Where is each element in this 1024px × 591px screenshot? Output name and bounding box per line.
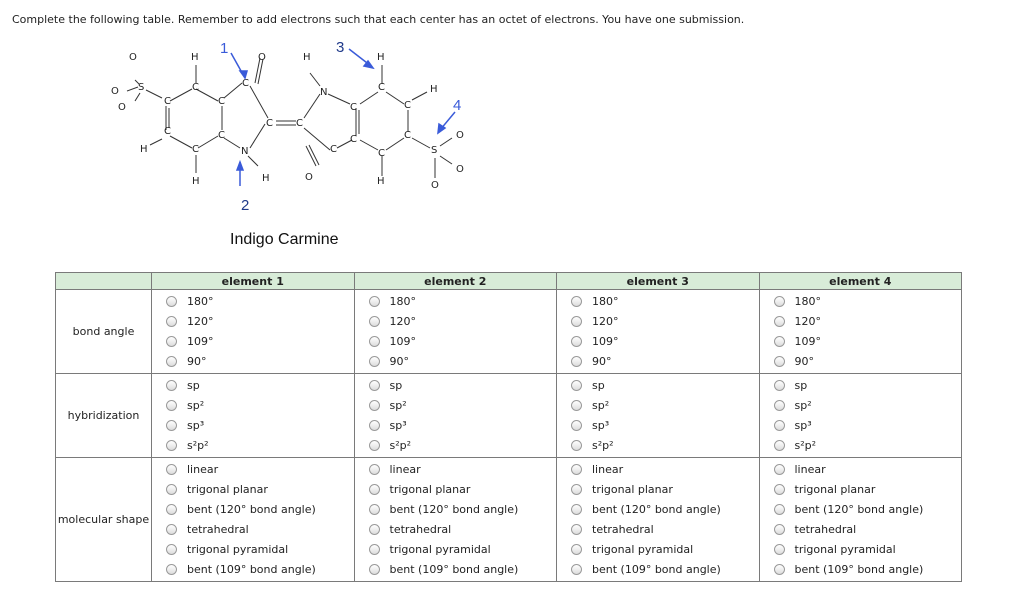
radio-option[interactable] [369, 395, 557, 415]
radio-option[interactable] [369, 499, 557, 519]
svg-text:C: C [192, 82, 199, 93]
svg-text:C: C [404, 100, 411, 111]
radio-button[interactable] [571, 336, 582, 347]
svg-text:C: C [378, 82, 385, 93]
radio-button[interactable] [774, 380, 785, 391]
radio-button[interactable] [369, 440, 380, 451]
radio-label: 90° [187, 354, 207, 368]
radio-label: bent (109° bond angle) [794, 562, 924, 576]
radio-option[interactable] [571, 291, 759, 311]
radio-label: bent (109° bond angle) [592, 562, 721, 576]
radio-label: sp [794, 378, 808, 392]
answer-table [55, 272, 962, 582]
option-cell [354, 290, 557, 374]
radio-option[interactable] [166, 311, 354, 331]
radio-label: tetrahedral [389, 522, 452, 536]
radio-button[interactable] [774, 564, 785, 575]
radio-label: sp³ [592, 418, 610, 432]
radio-button[interactable] [369, 504, 380, 515]
svg-text:S: S [431, 145, 438, 156]
svg-text:N: N [241, 146, 249, 157]
radio-button[interactable] [166, 564, 177, 575]
radio-label: sp³ [389, 418, 407, 432]
marker-4: 4 [453, 97, 462, 114]
radio-button[interactable] [166, 356, 177, 367]
radio-option[interactable] [774, 559, 962, 579]
radio-option[interactable] [369, 559, 557, 579]
radio-label: trigonal pyramidal [187, 542, 289, 556]
option-cell [354, 458, 557, 582]
radio-button[interactable] [571, 296, 582, 307]
radio-button[interactable] [571, 464, 582, 475]
radio-button[interactable] [774, 400, 785, 411]
radio-label: 180° [389, 294, 416, 308]
radio-label: s²p² [592, 438, 614, 452]
radio-option[interactable] [571, 459, 759, 479]
radio-button[interactable] [774, 356, 785, 367]
svg-text:H: H [377, 52, 385, 63]
radio-button[interactable] [166, 380, 177, 391]
svg-text:O: O [258, 52, 266, 63]
radio-label: sp² [187, 398, 205, 412]
radio-button[interactable] [166, 524, 177, 535]
radio-button[interactable] [166, 420, 177, 431]
radio-button[interactable] [369, 420, 380, 431]
radio-label: bent (120° bond angle) [794, 502, 924, 516]
svg-text:C: C [378, 148, 385, 159]
radio-label: bent (109° bond angle) [389, 562, 519, 576]
header-element-4: element 4 [759, 273, 962, 290]
radio-option[interactable] [369, 331, 557, 351]
radio-label: trigonal planar [389, 482, 471, 496]
radio-label: 180° [794, 294, 821, 308]
svg-text:O: O [129, 52, 137, 63]
svg-text:O: O [456, 164, 464, 175]
radio-option[interactable] [166, 351, 354, 371]
radio-option[interactable] [571, 415, 759, 435]
radio-label: sp [592, 378, 605, 392]
option-cell [152, 458, 355, 582]
table-row [56, 374, 962, 458]
svg-text:C: C [330, 144, 337, 155]
svg-text:H: H [140, 144, 148, 155]
radio-button[interactable] [571, 316, 582, 327]
svg-text:H: H [262, 173, 270, 184]
radio-label: trigonal planar [592, 482, 673, 496]
svg-text:C: C [350, 134, 357, 145]
radio-option[interactable] [166, 459, 354, 479]
radio-button[interactable] [166, 316, 177, 327]
radio-button[interactable] [774, 440, 785, 451]
radio-button[interactable] [774, 336, 785, 347]
radio-option[interactable] [369, 479, 557, 499]
svg-text:C: C [350, 102, 357, 113]
svg-text:C: C [218, 96, 225, 107]
svg-text:C: C [164, 126, 171, 137]
radio-label: 120° [187, 314, 214, 328]
svg-text:C: C [218, 130, 225, 141]
radio-label: s²p² [389, 438, 412, 452]
radio-button[interactable] [166, 484, 177, 495]
radio-button[interactable] [369, 296, 380, 307]
radio-button[interactable] [774, 420, 785, 431]
radio-option[interactable] [166, 479, 354, 499]
radio-label: linear [794, 462, 826, 476]
header-element-3: element 3 [557, 273, 760, 290]
radio-label: 90° [794, 354, 814, 368]
radio-label: 109° [794, 334, 821, 348]
radio-button[interactable] [369, 356, 380, 367]
radio-option[interactable] [774, 539, 962, 559]
radio-button[interactable] [571, 564, 582, 575]
table-row [56, 290, 962, 374]
radio-option[interactable] [571, 351, 759, 371]
svg-text:C: C [242, 78, 249, 89]
radio-option[interactable] [166, 291, 354, 311]
svg-text:H: H [191, 52, 199, 63]
radio-option[interactable] [369, 375, 557, 395]
radio-button[interactable] [166, 296, 177, 307]
radio-label: trigonal pyramidal [794, 542, 896, 556]
radio-option[interactable] [166, 499, 354, 519]
radio-option[interactable] [571, 519, 759, 539]
radio-label: sp² [592, 398, 610, 412]
radio-option[interactable] [774, 395, 962, 415]
radio-label: bent (120° bond angle) [592, 502, 721, 516]
radio-option[interactable] [571, 395, 759, 415]
radio-button[interactable] [369, 400, 380, 411]
option-cell [557, 290, 760, 374]
radio-button[interactable] [369, 544, 380, 555]
option-cell [557, 374, 760, 458]
radio-option[interactable] [369, 539, 557, 559]
svg-text:H: H [377, 176, 385, 187]
radio-option[interactable] [166, 395, 354, 415]
option-cell [152, 374, 355, 458]
radio-button[interactable] [369, 336, 380, 347]
radio-button[interactable] [369, 564, 380, 575]
svg-text:O: O [111, 86, 119, 97]
header-element-1: element 1 [152, 273, 355, 290]
radio-option[interactable] [166, 331, 354, 351]
row-label: hybridization [56, 374, 152, 458]
radio-label: sp³ [187, 418, 205, 432]
radio-option[interactable] [166, 539, 354, 559]
radio-label: s²p² [794, 438, 817, 452]
svg-text:O: O [305, 172, 313, 183]
option-cell [759, 458, 962, 582]
radio-button[interactable] [369, 316, 380, 327]
radio-label: linear [187, 462, 219, 476]
svg-text:C: C [404, 130, 411, 141]
radio-button[interactable] [571, 420, 582, 431]
radio-button[interactable] [571, 544, 582, 555]
radio-label: bent (120° bond angle) [187, 502, 316, 516]
radio-label: trigonal planar [794, 482, 876, 496]
radio-button[interactable] [571, 380, 582, 391]
radio-label: 120° [389, 314, 416, 328]
radio-option[interactable] [774, 331, 962, 351]
svg-text:C: C [164, 96, 171, 107]
radio-button[interactable] [571, 400, 582, 411]
radio-option[interactable] [369, 291, 557, 311]
radio-label: 180° [187, 294, 214, 308]
radio-option[interactable] [571, 311, 759, 331]
svg-text:O: O [118, 102, 126, 113]
radio-option[interactable] [571, 479, 759, 499]
instruction-text: Complete the following table. Remember to add electrons such that each center has an octet of electrons. You have one submission. [12, 13, 745, 26]
marker-2: 2 [241, 197, 250, 214]
radio-button[interactable] [774, 296, 785, 307]
header-row [56, 273, 962, 290]
radio-option[interactable] [774, 311, 962, 331]
svg-text:H: H [192, 176, 200, 187]
option-cell [759, 374, 962, 458]
radio-button[interactable] [166, 400, 177, 411]
molecule-caption: Indigo Carmine [230, 231, 339, 248]
indigo-carmine-structure [100, 38, 480, 218]
radio-label: tetrahedral [794, 522, 857, 536]
marker-1: 1 [220, 40, 229, 57]
svg-text:C: C [296, 118, 303, 129]
radio-button[interactable] [166, 464, 177, 475]
radio-label: 90° [389, 354, 409, 368]
radio-option[interactable] [166, 435, 354, 455]
radio-option[interactable] [774, 479, 962, 499]
radio-option[interactable] [166, 375, 354, 395]
svg-text:C: C [192, 144, 199, 155]
radio-option[interactable] [774, 519, 962, 539]
radio-label: trigonal planar [187, 482, 268, 496]
radio-option[interactable] [369, 311, 557, 331]
radio-option[interactable] [774, 415, 962, 435]
radio-button[interactable] [369, 524, 380, 535]
radio-option[interactable] [166, 559, 354, 579]
svg-text:H: H [430, 84, 438, 95]
radio-button[interactable] [774, 484, 785, 495]
radio-button[interactable] [571, 356, 582, 367]
radio-option[interactable] [571, 375, 759, 395]
radio-label: 180° [592, 294, 619, 308]
radio-option[interactable] [571, 435, 759, 455]
radio-label: trigonal pyramidal [592, 542, 694, 556]
svg-text:O: O [431, 180, 439, 191]
svg-text:S: S [138, 82, 145, 93]
option-cell [759, 290, 962, 374]
radio-label: 90° [592, 354, 612, 368]
radio-option[interactable] [369, 351, 557, 371]
svg-text:C: C [266, 118, 273, 129]
radio-label: 120° [592, 314, 619, 328]
radio-label: bent (109° bond angle) [187, 562, 316, 576]
radio-option[interactable] [774, 499, 962, 519]
marker-3: 3 [336, 39, 345, 56]
radio-button[interactable] [369, 464, 380, 475]
radio-label: sp² [794, 398, 812, 412]
table-row [56, 458, 962, 582]
radio-label: sp [187, 378, 200, 392]
radio-label: tetrahedral [187, 522, 249, 536]
radio-label: 109° [592, 334, 619, 348]
radio-button[interactable] [166, 544, 177, 555]
radio-label: trigonal pyramidal [389, 542, 491, 556]
radio-label: bent (120° bond angle) [389, 502, 519, 516]
option-cell [354, 374, 557, 458]
radio-option[interactable] [774, 351, 962, 371]
radio-button[interactable] [774, 504, 785, 515]
radio-label: 120° [794, 314, 821, 328]
option-cell [557, 458, 760, 582]
radio-button[interactable] [571, 524, 582, 535]
radio-option[interactable] [774, 375, 962, 395]
radio-button[interactable] [571, 440, 582, 451]
radio-option[interactable] [774, 435, 962, 455]
radio-button[interactable] [369, 380, 380, 391]
radio-option[interactable] [369, 519, 557, 539]
radio-label: sp³ [794, 418, 812, 432]
radio-button[interactable] [166, 336, 177, 347]
option-cell [152, 290, 355, 374]
radio-option[interactable] [571, 559, 759, 579]
radio-button[interactable] [774, 316, 785, 327]
radio-button[interactable] [571, 504, 582, 515]
radio-option[interactable] [166, 415, 354, 435]
radio-label: 109° [187, 334, 214, 348]
row-label: molecular shape [56, 458, 152, 582]
svg-text:N: N [320, 87, 328, 98]
svg-text:H: H [303, 52, 311, 63]
radio-button[interactable] [571, 484, 582, 495]
radio-label: linear [592, 462, 624, 476]
radio-option[interactable] [774, 459, 962, 479]
radio-option[interactable] [369, 435, 557, 455]
radio-option[interactable] [369, 415, 557, 435]
radio-button[interactable] [369, 484, 380, 495]
row-label: bond angle [56, 290, 152, 374]
radio-label: sp [389, 378, 403, 392]
corner-cell [56, 273, 152, 290]
radio-option[interactable] [571, 331, 759, 351]
svg-text:O: O [456, 130, 464, 141]
radio-button[interactable] [166, 440, 177, 451]
radio-button[interactable] [774, 464, 785, 475]
radio-label: linear [389, 462, 421, 476]
radio-button[interactable] [166, 504, 177, 515]
radio-button[interactable] [774, 524, 785, 535]
radio-option[interactable] [571, 539, 759, 559]
radio-label: sp² [389, 398, 407, 412]
radio-label: tetrahedral [592, 522, 654, 536]
radio-label: 109° [389, 334, 416, 348]
radio-option[interactable] [571, 499, 759, 519]
header-element-2: element 2 [354, 273, 557, 290]
radio-label: s²p² [187, 438, 209, 452]
radio-option[interactable] [774, 291, 962, 311]
radio-button[interactable] [774, 544, 785, 555]
radio-option[interactable] [369, 459, 557, 479]
radio-option[interactable] [166, 519, 354, 539]
